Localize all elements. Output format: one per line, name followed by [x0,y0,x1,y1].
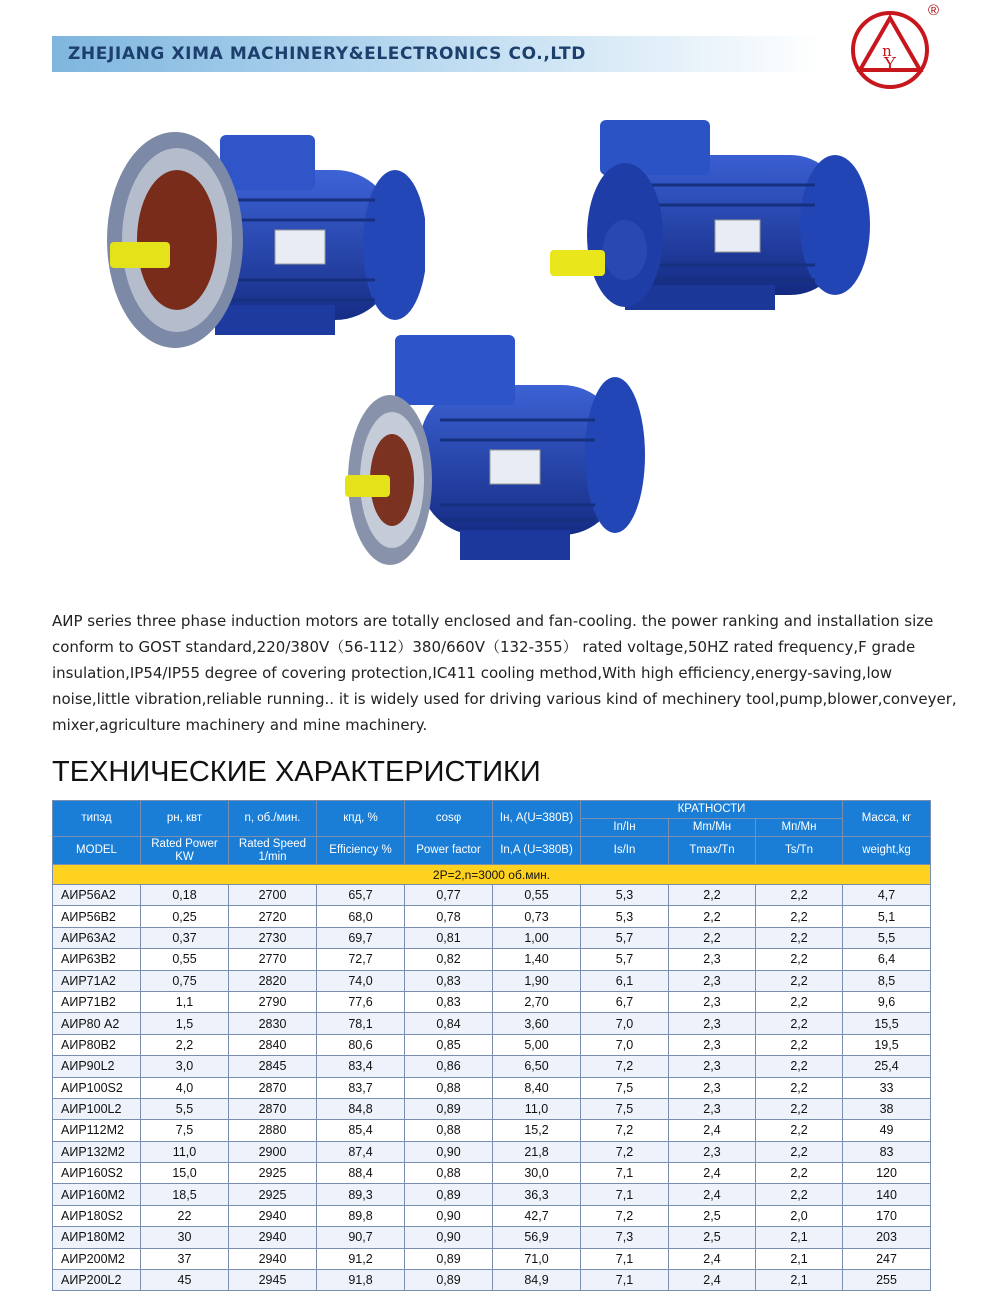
table-row [53,927,931,948]
col-header-efficiency-ru: кпд, % [317,801,405,837]
cell-model: АИР160S2 [53,1163,141,1184]
cell-model: АИР180S2 [53,1205,141,1226]
cell-current: 6,50 [493,1056,581,1077]
cell-power: 22 [141,1205,229,1226]
cell-model: АИР63А2 [53,927,141,948]
cell-power: 1,1 [141,991,229,1012]
cell-weight: 9,6 [843,991,931,1012]
cell-is-in: 7,2 [581,1141,669,1162]
cell-weight: 4,7 [843,885,931,906]
table-row [53,1098,931,1119]
company-name: ZHEJIANG XIMA MACHINERY&ELECTRONICS CO.,LTD [68,44,586,64]
cell-efficiency: 91,2 [317,1248,405,1269]
col-header-power: Rated Power KW [141,837,229,865]
cell-efficiency: 72,7 [317,949,405,970]
cell-power: 4,0 [141,1077,229,1098]
cell-current: 42,7 [493,1205,581,1226]
cell-is-in: 7,1 [581,1163,669,1184]
col-header-current-ru: Iн, A(U=380B) [493,801,581,837]
cell-efficiency: 77,6 [317,991,405,1012]
cell-is-in: 7,1 [581,1184,669,1205]
cell-weight: 255 [843,1270,931,1291]
cell-is-in: 7,1 [581,1248,669,1269]
table-row [53,1141,931,1162]
cell-weight: 49 [843,1120,931,1141]
cell-tmax-tn: 2,3 [669,949,756,970]
cell-current: 1,90 [493,970,581,991]
cell-efficiency: 89,8 [317,1205,405,1226]
cell-power: 0,37 [141,927,229,948]
cell-efficiency: 78,1 [317,1013,405,1034]
cell-current: 15,2 [493,1120,581,1141]
cell-model: АИР200М2 [53,1248,141,1269]
col-header-power-ru: pн, квт [141,801,229,837]
header-row-ru [53,801,931,819]
cell-efficiency: 89,3 [317,1184,405,1205]
cell-ts-tn: 2,2 [756,906,843,927]
cell-power: 15,0 [141,1163,229,1184]
cell-model: АИР80 А2 [53,1013,141,1034]
cell-weight: 15,5 [843,1013,931,1034]
cell-current: 1,00 [493,927,581,948]
col-header-weight: weight,kg [843,837,931,865]
cell-ts-tn: 2,2 [756,1098,843,1119]
cell-current: 8,40 [493,1077,581,1098]
cell-power-factor: 0,82 [405,949,493,970]
table-row [53,1270,931,1291]
cell-speed: 2940 [229,1205,317,1226]
cell-model: АИР71В2 [53,991,141,1012]
col-header-start-current-ratio: Iп/Iн [581,819,669,837]
cell-speed: 2840 [229,1034,317,1055]
cell-current: 71,0 [493,1248,581,1269]
col-header-is-in: Is/In [581,837,669,865]
section-label: 2P=2,n=3000 об.мин. [53,865,931,885]
cell-ts-tn: 2,2 [756,1120,843,1141]
table-row [53,885,931,906]
cell-model: АИР132М2 [53,1141,141,1162]
cell-speed: 2790 [229,991,317,1012]
cell-power-factor: 0,78 [405,906,493,927]
cell-tmax-tn: 2,3 [669,1034,756,1055]
motor-photo-front-flange [105,120,425,360]
cell-tmax-tn: 2,3 [669,970,756,991]
col-header-speed: Rated Speed 1/min [229,837,317,865]
cell-efficiency: 91,8 [317,1270,405,1291]
cell-is-in: 7,2 [581,1205,669,1226]
cell-current: 2,70 [493,991,581,1012]
cell-ts-tn: 2,2 [756,1141,843,1162]
cell-ts-tn: 2,2 [756,949,843,970]
cell-ts-tn: 2,2 [756,1077,843,1098]
cell-tmax-tn: 2,3 [669,1077,756,1098]
cell-efficiency: 65,7 [317,885,405,906]
cell-speed: 2925 [229,1184,317,1205]
cell-power-factor: 0,83 [405,970,493,991]
cell-efficiency: 80,6 [317,1034,405,1055]
cell-weight: 5,1 [843,906,931,927]
cell-power: 3,0 [141,1056,229,1077]
svg-text:Y: Y [884,54,896,75]
cell-power-factor: 0,89 [405,1248,493,1269]
cell-power: 0,55 [141,949,229,970]
cell-model: АИР90L2 [53,1056,141,1077]
cell-power-factor: 0,81 [405,927,493,948]
cell-efficiency: 88,4 [317,1163,405,1184]
cell-current: 84,9 [493,1270,581,1291]
cell-tmax-tn: 2,4 [669,1248,756,1269]
cell-weight: 83 [843,1141,931,1162]
cell-efficiency: 83,4 [317,1056,405,1077]
registered-mark: ® [928,2,940,19]
cell-is-in: 5,7 [581,949,669,970]
cell-power: 0,25 [141,906,229,927]
header-row-en [53,837,931,865]
cell-power: 1,5 [141,1013,229,1034]
col-header-model: MODEL [53,837,141,865]
cell-current: 0,55 [493,885,581,906]
cell-is-in: 6,7 [581,991,669,1012]
cell-power-factor: 0,89 [405,1098,493,1119]
cell-ts-tn: 2,1 [756,1270,843,1291]
description-line: conform to GOST standard,220/380V（56-112）380/660V（132-355） rated voltage,50HZ rated frequency,F grade [52,638,916,656]
description-line: noise,little vibration,reliable running.. it is widely used for driving various kind of mechinery tool,pump,blower,conveyer, [52,690,957,708]
cell-model: АИР200L2 [53,1270,141,1291]
cell-is-in: 5,7 [581,927,669,948]
cell-power-factor: 0,90 [405,1141,493,1162]
cell-speed: 2720 [229,906,317,927]
cell-model: АИР180М2 [53,1227,141,1248]
cell-current: 1,40 [493,949,581,970]
cell-power-factor: 0,89 [405,1270,493,1291]
cell-speed: 2900 [229,1141,317,1162]
cell-tmax-tn: 2,2 [669,885,756,906]
cell-ts-tn: 2,2 [756,970,843,991]
cell-power: 0,75 [141,970,229,991]
col-header-start-torque-ratio: Мп/Мн [756,819,843,837]
cell-weight: 120 [843,1163,931,1184]
cell-is-in: 5,3 [581,885,669,906]
cell-is-in: 7,3 [581,1227,669,1248]
col-header-speed-ru: n, об./мин. [229,801,317,837]
cell-power-factor: 0,85 [405,1034,493,1055]
cell-weight: 5,5 [843,927,931,948]
cell-speed: 2870 [229,1098,317,1119]
table-row [53,906,931,927]
cell-tmax-tn: 2,4 [669,1270,756,1291]
description-line: insulation,IP54/IP55 degree of covering protection,IC411 cooling method,With high efficiency,energy-saving,low [52,664,893,682]
cell-efficiency: 87,4 [317,1141,405,1162]
cell-efficiency: 84,8 [317,1098,405,1119]
cell-ts-tn: 2,2 [756,1013,843,1034]
cell-speed: 2830 [229,1013,317,1034]
table-row [53,1205,931,1226]
cell-speed: 2925 [229,1163,317,1184]
cell-weight: 247 [843,1248,931,1269]
col-header-current: In,A (U=380B) [493,837,581,865]
cell-tmax-tn: 2,3 [669,1056,756,1077]
cell-efficiency: 85,4 [317,1120,405,1141]
col-header-power-factor: Power factor [405,837,493,865]
cell-weight: 33 [843,1077,931,1098]
cell-power: 18,5 [141,1184,229,1205]
cell-model: АИР56А2 [53,885,141,906]
cell-ts-tn: 2,2 [756,927,843,948]
cell-current: 56,9 [493,1227,581,1248]
cell-model: АИР80В2 [53,1034,141,1055]
cell-tmax-tn: 2,2 [669,906,756,927]
cell-tmax-tn: 2,3 [669,1098,756,1119]
spec-heading: ТЕХНИЧЕСКИЕ ХАРАКТЕРИСТИКИ [52,756,541,788]
cell-current: 30,0 [493,1163,581,1184]
cell-ts-tn: 2,1 [756,1227,843,1248]
cell-model: АИР63В2 [53,949,141,970]
cell-ts-tn: 2,2 [756,885,843,906]
section-row [53,865,931,885]
cell-weight: 203 [843,1227,931,1248]
table-row [53,949,931,970]
cell-speed: 2880 [229,1120,317,1141]
cell-power: 5,5 [141,1098,229,1119]
cell-speed: 2730 [229,927,317,948]
cell-model: АИР100L2 [53,1098,141,1119]
cell-ts-tn: 2,2 [756,1163,843,1184]
col-header-efficiency: Efficiency % [317,837,405,865]
cell-ts-tn: 2,2 [756,1184,843,1205]
cell-current: 21,8 [493,1141,581,1162]
cell-ts-tn: 2,2 [756,1056,843,1077]
table-row [53,1120,931,1141]
table-row [53,1077,931,1098]
cell-model: АИР160М2 [53,1184,141,1205]
cell-tmax-tn: 2,4 [669,1163,756,1184]
cell-power-factor: 0,89 [405,1184,493,1205]
cell-weight: 170 [843,1205,931,1226]
cell-ts-tn: 2,0 [756,1205,843,1226]
svg-text:n: n [882,42,892,60]
cell-power: 11,0 [141,1141,229,1162]
cell-current: 5,00 [493,1034,581,1055]
col-header-max-torque-ratio: Мm/Мн [669,819,756,837]
cell-power-factor: 0,83 [405,991,493,1012]
col-header-model-ru: типэд [53,801,141,837]
cell-is-in: 7,2 [581,1056,669,1077]
cell-weight: 140 [843,1184,931,1205]
product-description [52,608,957,738]
cell-tmax-tn: 2,4 [669,1184,756,1205]
cell-efficiency: 90,7 [317,1227,405,1248]
cell-tmax-tn: 2,5 [669,1205,756,1226]
cell-power-factor: 0,84 [405,1013,493,1034]
cell-weight: 6,4 [843,949,931,970]
cell-power: 30 [141,1227,229,1248]
cell-speed: 2770 [229,949,317,970]
table-row [53,991,931,1012]
cell-model: АИР71А2 [53,970,141,991]
cell-ts-tn: 2,2 [756,1034,843,1055]
table-row [53,1184,931,1205]
cell-weight: 19,5 [843,1034,931,1055]
cell-is-in: 7,0 [581,1034,669,1055]
table-row [53,1227,931,1248]
cell-power-factor: 0,88 [405,1120,493,1141]
cell-model: АИР112М2 [53,1120,141,1141]
spec-table [52,800,931,1291]
cell-power-factor: 0,88 [405,1077,493,1098]
col-header-ratios-ru: КРАТНОСТИ [581,801,843,819]
cell-efficiency: 68,0 [317,906,405,927]
col-header-ts-tn: Ts/Tn [756,837,843,865]
cell-ts-tn: 2,1 [756,1248,843,1269]
description-line: AИP series three phase induction motors are totally enclosed and fan-cooling. the power ranking and installation size [52,612,934,630]
cell-efficiency: 74,0 [317,970,405,991]
cell-is-in: 7,1 [581,1270,669,1291]
cell-power: 0,18 [141,885,229,906]
cell-is-in: 7,5 [581,1098,669,1119]
cell-efficiency: 83,7 [317,1077,405,1098]
cell-tmax-tn: 2,3 [669,991,756,1012]
cell-model: АИР100S2 [53,1077,141,1098]
col-header-cosphi-ru: cosφ [405,801,493,837]
cell-speed: 2845 [229,1056,317,1077]
cell-is-in: 6,1 [581,970,669,991]
cell-power: 45 [141,1270,229,1291]
cell-current: 3,60 [493,1013,581,1034]
cell-power-factor: 0,77 [405,885,493,906]
table-row [53,1248,931,1269]
cell-tmax-tn: 2,2 [669,927,756,948]
cell-is-in: 7,0 [581,1013,669,1034]
company-banner [52,36,822,72]
cell-power: 7,5 [141,1120,229,1141]
cell-tmax-tn: 2,5 [669,1227,756,1248]
cell-weight: 38 [843,1098,931,1119]
cell-tmax-tn: 2,3 [669,1141,756,1162]
cell-current: 36,3 [493,1184,581,1205]
col-header-tmax-tn: Tmax/Tn [669,837,756,865]
cell-power: 2,2 [141,1034,229,1055]
cell-weight: 25,4 [843,1056,931,1077]
cell-speed: 2940 [229,1248,317,1269]
cell-power-factor: 0,86 [405,1056,493,1077]
cell-power-factor: 0,90 [405,1205,493,1226]
motor-photo-small-flange [340,330,660,580]
cell-weight: 8,5 [843,970,931,991]
table-row [53,1034,931,1055]
cell-model: АИР56В2 [53,906,141,927]
cell-current: 0,73 [493,906,581,927]
cell-ts-tn: 2,2 [756,991,843,1012]
table-row [53,1163,931,1184]
col-header-weight-ru: Масса, кг [843,801,931,837]
cell-is-in: 5,3 [581,906,669,927]
cell-speed: 2820 [229,970,317,991]
table-row [53,1013,931,1034]
company-logo [850,10,930,90]
cell-power-factor: 0,90 [405,1227,493,1248]
cell-tmax-tn: 2,3 [669,1013,756,1034]
cell-speed: 2940 [229,1227,317,1248]
motor-photo-foot-mounted [545,100,875,330]
cell-speed: 2700 [229,885,317,906]
description-line: mixer,agriculture machinery and mine machinery. [52,716,428,734]
cell-efficiency: 69,7 [317,927,405,948]
cell-tmax-tn: 2,4 [669,1120,756,1141]
table-row [53,970,931,991]
cell-is-in: 7,2 [581,1120,669,1141]
cell-speed: 2870 [229,1077,317,1098]
cell-speed: 2945 [229,1270,317,1291]
cell-current: 11,0 [493,1098,581,1119]
cell-power: 37 [141,1248,229,1269]
cell-is-in: 7,5 [581,1077,669,1098]
table-row [53,1056,931,1077]
cell-power-factor: 0,88 [405,1163,493,1184]
